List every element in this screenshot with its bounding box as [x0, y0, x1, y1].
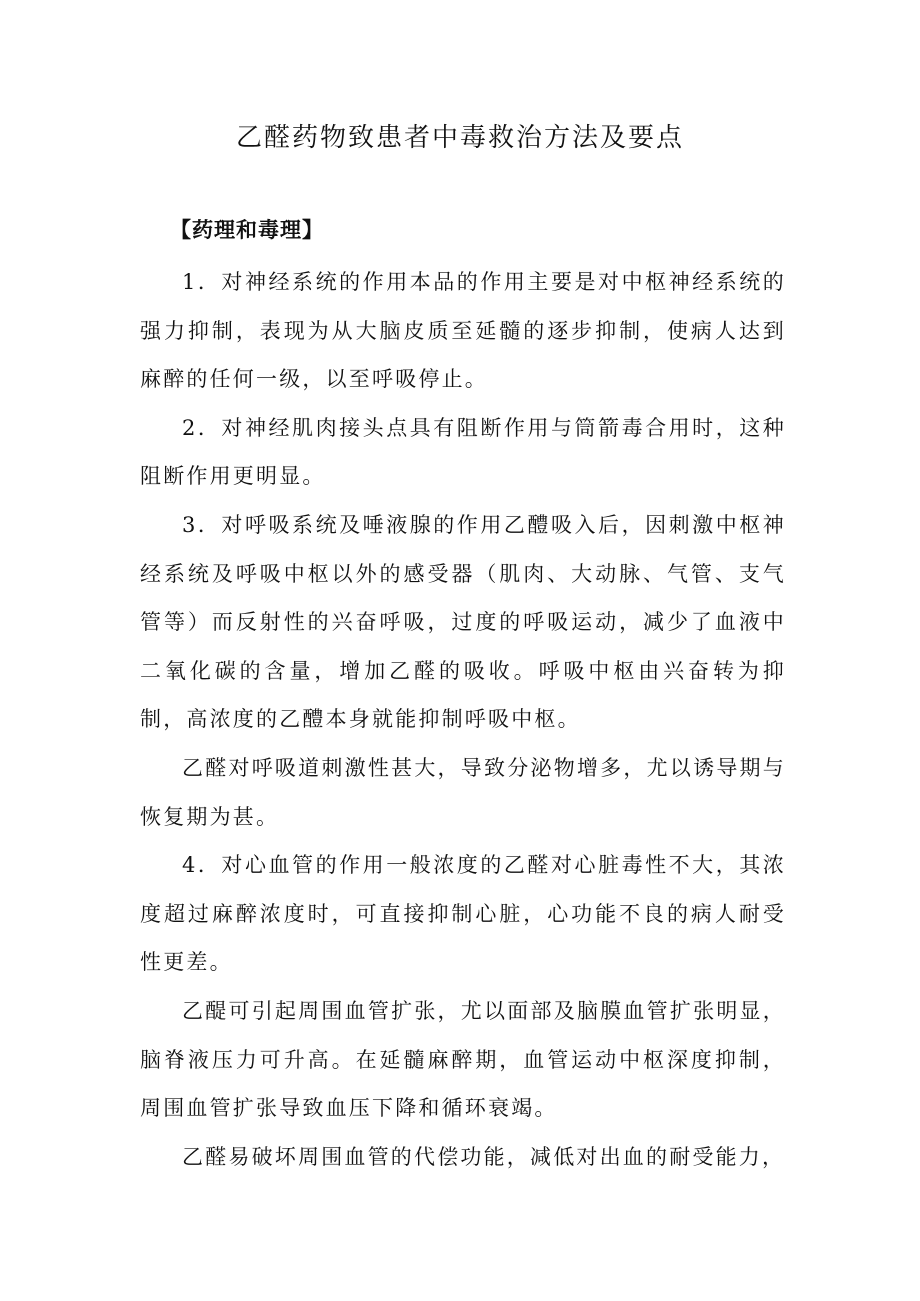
paragraph-1: 1．对神经系统的作用本品的作用主要是对中枢神经系统的强力抑制，表现为从大脑皮质至延髓的逐步抑制，使病人达到麻醉的任何一级，以至呼吸停止。 — [140, 270, 786, 392]
paragraph-7: 乙醛易破坏周围血管的代偿功能，减低对出血的耐受能力， — [182, 1144, 786, 1169]
paragraph-3: 3．对呼吸系统及唾液腺的作用乙醴吸入后，因刺激中枢神经系统及呼吸中枢以外的感受器（肌肉、大动脉、气管、支气管等）而反射性的兴奋呼吸，过度的呼吸运动，减少了血液中二氧化碳的含量，增加乙醛的吸收。呼吸中枢由兴奋转为抑制，高浓度的乙醴本身就能抑制呼吸中枢。 — [140, 512, 786, 732]
paragraph-4: 乙醛对呼吸道刺激性甚大，导致分泌物增多，尤以诱导期与恢复期为甚。 — [140, 755, 786, 829]
document-title: 乙醛药物致患者中毒救治方法及要点 — [235, 123, 684, 153]
paragraph-2: 2．对神经肌肉接头点具有阻断作用与筒箭毒合用时，这种阻断作用更明显。 — [140, 415, 786, 489]
section-heading: 【药理和毒理】 — [170, 217, 324, 242]
paragraph-5: 4．对心血管的作用一般浓度的乙醛对心脏毒性不大，其浓度超过麻醉浓度时，可直接抑制心脏，心功能不良的病人耐受性更差。 — [140, 853, 786, 975]
paragraph-6: 乙醍可引起周围血管扩张，尤以面部及脑膜血管扩张明显，脑脊液压力可升高。在延髓麻醉期，血管运动中枢深度抑制，周围血管扩张导致血压下降和循环衰竭。 — [140, 998, 786, 1121]
document-body — [140, 258, 786, 1181]
